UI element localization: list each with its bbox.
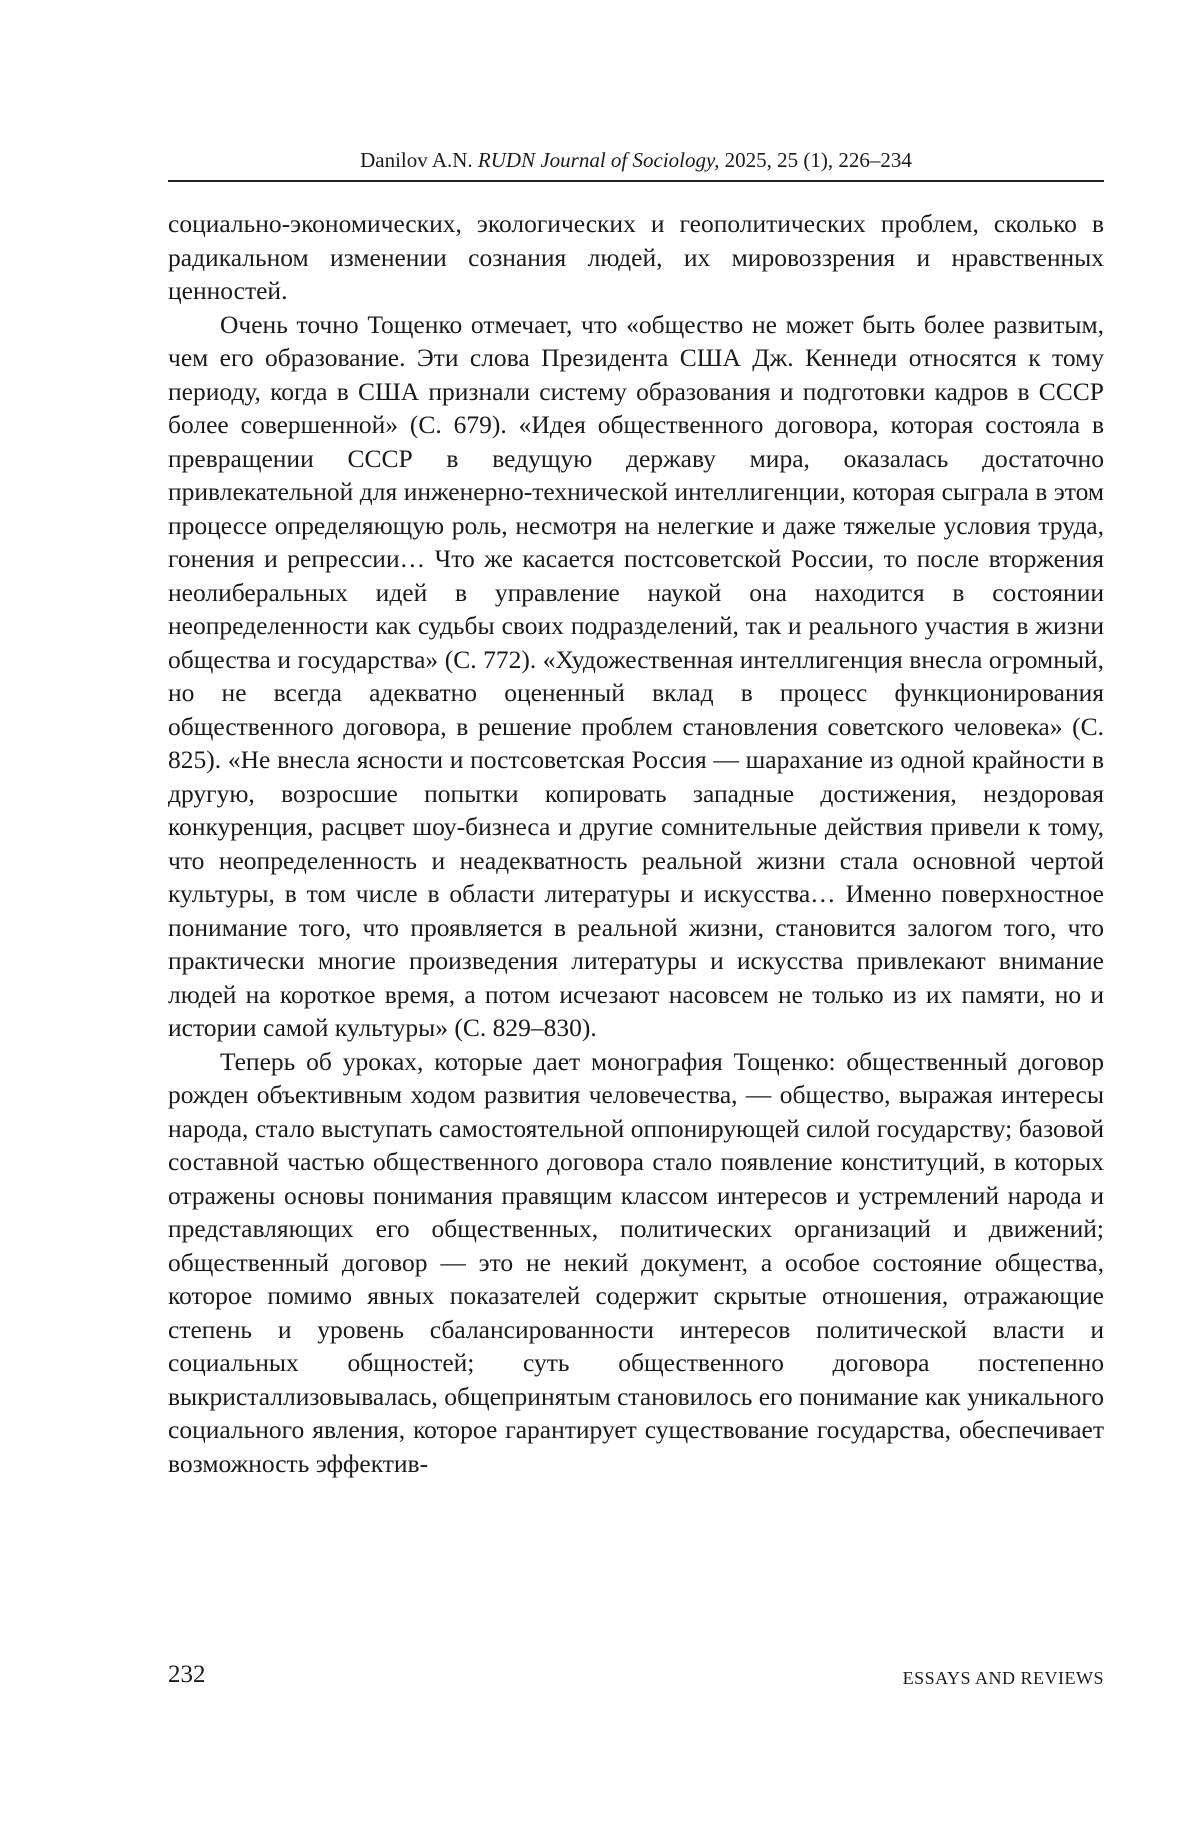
header-author: Danilov A.N. [360,148,473,172]
header-citation: 2025, 25 (1), 226–234 [725,148,912,172]
header-divider [168,180,1104,182]
paragraph-1: социально-экономических, экологических и геополитических проблем, сколько в радикальном изменении сознания людей, их мировоззрения и нравственных ценностей. [168,207,1104,308]
running-header [168,147,1104,173]
header-journal: RUDN Journal of Sociology, [478,148,719,172]
paragraph-3: Теперь об уроках, которые дает монография Тощенко: общественный договор рожден объективным ходом развития человечества, — обще­ство, выражая интересы народа, стало выступать самостоятельной оппо­нирующей силой государству; базовой составной частью общественно­го договора стало появление конституций, в которых отражены основы понимания правящим классом интересов и устремлений народа и пред­ставляющих его общественных, политических организаций и движений; общественный договор — это не некий документ, а особое состояние общества, которое помимо явных показателей содержит скрытые отно­шения, отражающие степень и уровень сбалансированности интересов политической власти и социальных общностей; суть общественного до­говора постепенно выкристаллизовывалась, общепринятым становилось его понимание как уникального социального явления, которое гаранти­рует существование государства, обеспечивает возможность эффектив- [168,1045,1104,1481]
paragraph-2: Очень точно Тощенко отмечает, что «общество не может быть бо­лее развитым, чем его образование. Эти слова Президента США Дж. Кеннеди относятся к тому периоду, когда в США признали систему об­разования и подготовки кадров в СССР более совершенной» (С. 679). «Идея общественного договора, которая состояла в превращении СССР в ведущую державу мира, оказалась достаточно привлекательной для инженерно-технической интеллигенции, которая сыграла в этом процес­се определяющую роль, несмотря на нелегкие и даже тяжелые условия труда, гонения и репрессии… Что же касается постсоветской России, то после вторжения неолиберальных идей в управление наукой она на­ходится в состоянии неопределенности как судьбы своих подразделе­ний, так и реального участия в жизни общества и государства» (С. 772). «Художественная интеллигенция внесла огромный, но не всегда адек­ватно оцененный вклад в процесс функционирования общественного до­говора, в решение проблем становления советского человека» (С. 825). «Не внесла ясности и постсоветская Россия — шарахание из одной край­ности в другую, возросшие попытки копировать западные достижения, нездоровая конкуренция, расцвет шоу-бизнеса и другие сомнительные действия привели к тому, что неопределенность и неадекватность ре­альной жизни стала основной чертой культуры, в том числе в области литературы и искусства… Именно поверхностное понимание того, что проявляется в реальной жизни, становится залогом того, что практиче­ски многие произведения литературы и искусства привлекают внимание людей на короткое время, а потом исчезают насовсем не только из их па­мяти, но и истории самой культуры» (С. 829–830). [168,308,1104,1045]
section-title: ESSAYS AND REVIEWS [903,1666,1104,1690]
page-number: 232 [168,1660,206,1690]
article-body [168,207,1104,1480]
